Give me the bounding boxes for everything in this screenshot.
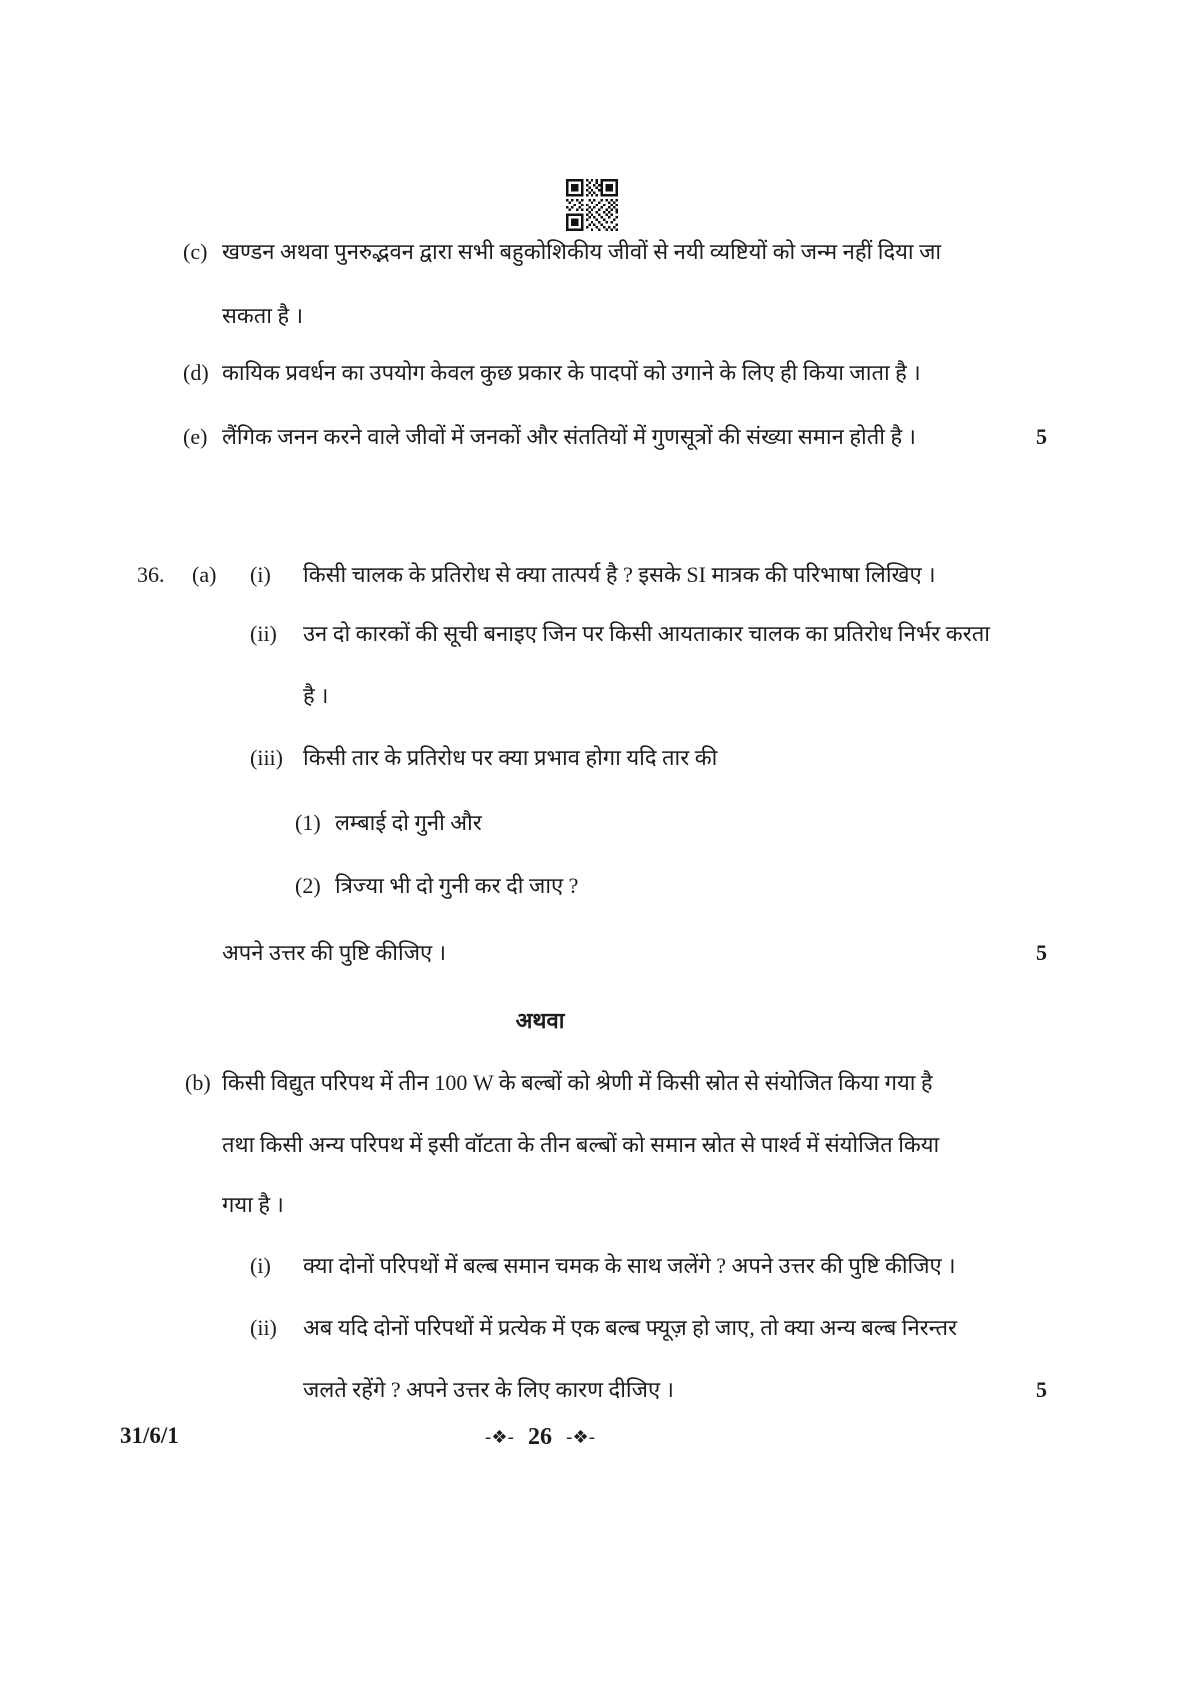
part-a-iii-line1: किसी तार के प्रतिरोध पर क्या प्रभाव होगा यदि तार की <box>303 745 718 770</box>
part-a-iii-label: (iii) <box>250 745 283 770</box>
part-b-line3: गया है । <box>222 1192 284 1217</box>
footer-paper-code: 31/6/1 <box>120 1423 179 1448</box>
footer-ornament-left-icon: -❖- <box>484 1427 514 1448</box>
or-separator: अथवा <box>515 1008 565 1033</box>
part-a-ii-line2: है । <box>303 683 329 708</box>
part-b-ii-label: (ii) <box>250 1315 277 1340</box>
option-e-label: (e) <box>183 424 208 449</box>
part-b-line1: किसी विद्युत परिपथ में तीन 100 W के बल्बों को श्रेणी में किसी स्रोत से संयोजित किया गया है <box>222 1070 933 1095</box>
part-a-ii-line1: उन दो कारकों की सूची बनाइए जिन पर किसी आयताकार चालक का प्रतिरोध निर्भर करता <box>303 621 990 646</box>
part-a-iii-sub1-text: लम्बाई दो गुनी और <box>335 810 482 835</box>
part-b-i-label: (i) <box>250 1253 271 1278</box>
marks-part-a: 5 <box>1036 940 1047 965</box>
qr-code-icon <box>566 178 618 232</box>
question-36-number: 36. <box>137 562 165 587</box>
option-c-line1: खण्डन अथवा पुनरुद्भवन द्वारा सभी बहुकोशिकीय जीवों से नयी व्यष्टियों को जन्म नहीं दिया जा <box>222 239 942 264</box>
footer-page-number: 26 <box>528 1424 552 1450</box>
part-b-label: (b) <box>185 1070 211 1095</box>
part-b-ii-line1: अब यदि दोनों परिपथों में प्रत्येक में एक बल्ब फ्यूज़ हो जाए, तो क्या अन्य बल्ब निरन्तर <box>303 1315 957 1340</box>
part-a-closing: अपने उत्तर की पुष्टि कीजिए । <box>222 940 447 965</box>
part-b-ii-line2: जलते रहेंगे ? अपने उत्तर के लिए कारण दीजिए । <box>303 1377 674 1402</box>
part-a-iii-sub2-label: (2) <box>295 873 321 898</box>
option-d-label: (d) <box>183 360 209 385</box>
option-e-line1: लैंगिक जनन करने वाले जीवों में जनकों और संततियों में गुणसूत्रों की संख्या समान होती है । <box>222 424 916 449</box>
part-a-ii-label: (ii) <box>250 621 277 646</box>
marks-option-e: 5 <box>1036 424 1047 449</box>
marks-part-b: 5 <box>1036 1377 1047 1402</box>
option-c-label: (c) <box>183 239 208 264</box>
part-a-iii-sub1-label: (1) <box>295 810 321 835</box>
option-d-line1: कायिक प्रवर्धन का उपयोग केवल कुछ प्रकार के पादपों को उगाने के लिए ही किया जाता है । <box>222 360 921 385</box>
part-a-label: (a) <box>192 562 217 587</box>
part-a-iii-sub2-text: त्रिज्या भी दो गुनी कर दी जाए ? <box>335 873 579 898</box>
part-b-line2: तथा किसी अन्य परिपथ में इसी वॉटता के तीन बल्बों को समान स्रोत से पार्श्व में संयोजित किया <box>222 1132 940 1157</box>
footer-page-number-row <box>120 1422 960 1452</box>
part-b-i-line1: क्या दोनों परिपथों में बल्ब समान चमक के साथ जलेंगे ? अपने उत्तर की पुष्टि कीजिए । <box>303 1253 956 1278</box>
option-c-line2: सकता है । <box>222 303 304 328</box>
part-a-i-line1: किसी चालक के प्रतिरोध से क्या तात्पर्य है ? इसके SI मात्रक की परिभाषा लिखिए । <box>303 562 936 587</box>
part-a-i-label: (i) <box>250 562 271 587</box>
footer-ornament-right-icon: -❖- <box>566 1427 596 1448</box>
